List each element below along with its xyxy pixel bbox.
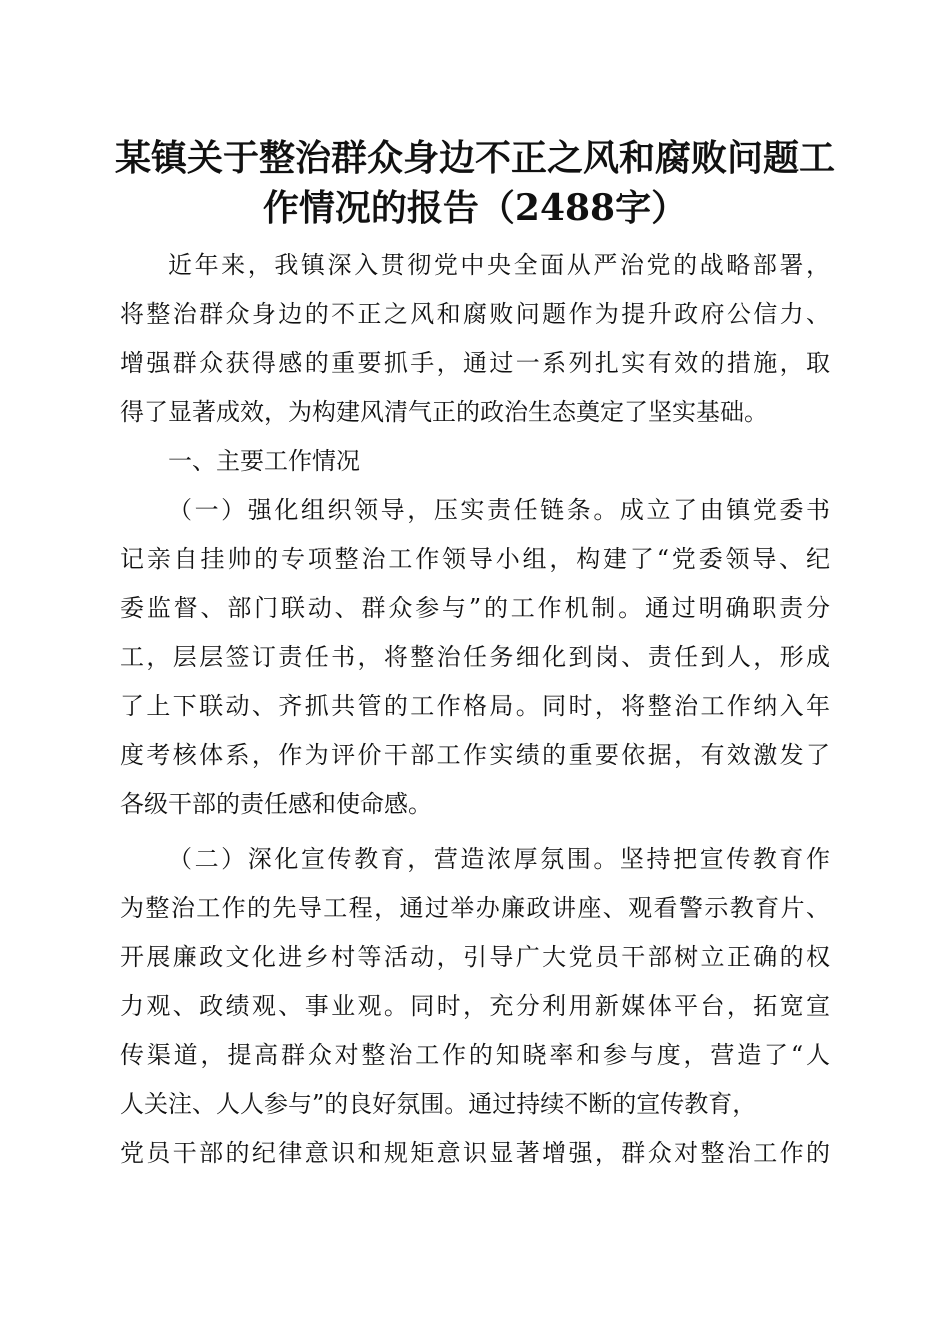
para2-line-7: 党员干部的纪律意识和规矩意识显著增强，群众对整治工作的 [120,1139,830,1167]
para1-line-7: 各级干部的责任感和使命感。 [120,790,432,818]
intro-line-2: 将整治群众身边的不正之风和腐败问题作为提升政府公信力、 [120,300,830,328]
para2-line-4: 力观、政绩观、事业观。同时，充分利用新媒体平台，拓宽宣 [120,992,830,1020]
para2-line-2: 为整治工作的先导工程，通过举办廉政讲座、观看警示教育片、 [120,894,830,922]
intro-line-4: 得了显著成效，为构建风清气正的政治生态奠定了坚实基础。 [120,398,768,426]
para2-line-6: 人关注、人人参与”的良好氛围。通过持续不断的宣传教育， [120,1090,757,1118]
para2-line-3: 开展廉政文化进乡村等活动，引导广大党员干部树立正确的权 [120,943,830,971]
section-heading: 一、主要工作情况 [168,447,360,475]
document-title-line-2: 作情况的报告（2488字） [262,187,688,229]
para1-line-5: 了上下联动、齐抓共管的工作格局。同时，将整治工作纳入年 [120,692,830,720]
para2-line-5: 传渠道，提高群众对整治工作的知晓率和参与度，营造了“人 [120,1041,830,1069]
para1-line-2: 记亲自挂帅的专项整治工作领导小组，构建了“党委领导、纪 [120,545,830,573]
para1-line-1: （一）强化组织领导，压实责任链条。成立了由镇党委书 [168,496,830,524]
para2-line-1: （二）深化宣传教育，营造浓厚氛围。坚持把宣传教育作 [168,845,830,873]
para1-line-6: 度考核体系，作为评价干部工作实绩的重要依据，有效激发了 [120,741,830,769]
intro-line-1: 近年来，我镇深入贯彻党中央全面从严治党的战略部署， [168,251,830,279]
intro-line-3: 增强群众获得感的重要抓手，通过一系列扎实有效的措施，取 [120,349,830,377]
document-title-line-1: 某镇关于整治群众身边不正之风和腐败问题工 [114,137,835,179]
para1-line-4: 工，层层签订责任书，将整治任务细化到岗、责任到人，形成 [120,643,830,671]
para1-line-3: 委监督、部门联动、群众参与”的工作机制。通过明确职责分 [120,594,830,622]
